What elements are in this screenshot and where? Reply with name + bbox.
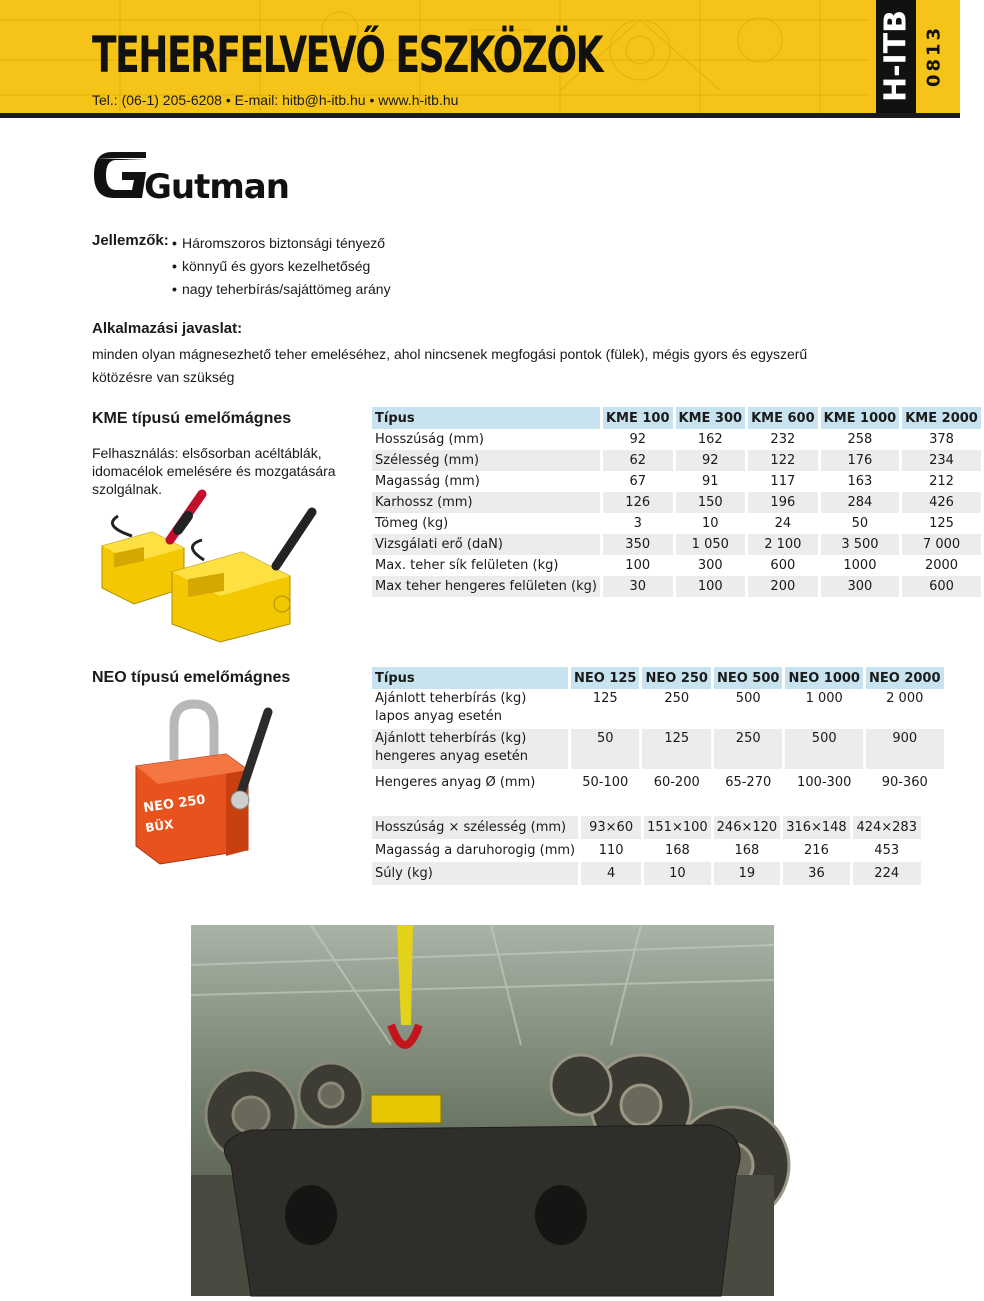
kme-cell: 92 xyxy=(676,450,746,471)
neo-cell: 900 xyxy=(866,729,944,769)
neo-col-type: Típus xyxy=(372,667,568,689)
neo-table-row xyxy=(372,689,944,729)
kme-cell: 200 xyxy=(748,576,818,597)
neo-dimension-cell: 424×283 xyxy=(853,816,921,839)
brand-name: H-ITB xyxy=(878,9,914,103)
kme-cell: 122 xyxy=(748,450,818,471)
neo-dimension-cell: 216 xyxy=(804,843,829,858)
kme-magnet-large xyxy=(172,512,312,642)
neo-dimension-label: Magasság a daruhorogig (mm) xyxy=(375,843,576,858)
neo-dimension-cell: 168 xyxy=(734,843,760,858)
kme-cell: 162 xyxy=(697,432,723,447)
kme-cell: 350 xyxy=(603,534,673,555)
neo-dimension-row xyxy=(372,816,921,839)
neo-dimension-label: Súly (kg) xyxy=(372,862,578,885)
logo-text: Gutman xyxy=(144,167,289,207)
neo-dimension-cell: 19 xyxy=(714,862,781,885)
kme-cell: 212 xyxy=(929,474,954,489)
neo-dimension-cell: 151×100 xyxy=(644,816,711,839)
neo-dimension-cell: 4 xyxy=(581,862,641,885)
neo-dimension-cell: 168 xyxy=(664,843,690,858)
lifting-magnet xyxy=(371,1095,441,1123)
kme-cell: 30 xyxy=(603,576,673,597)
kme-table-row xyxy=(372,492,981,513)
neo-row-label-line1: Ajánlott teherbírás (kg) xyxy=(375,731,527,746)
neo-row-label xyxy=(372,729,568,769)
kme-cell: 10 xyxy=(702,516,719,531)
kme-spec-table xyxy=(369,407,984,597)
kme-row-label: Vizsgálati erő (daN) xyxy=(372,534,600,555)
kme-cell: 284 xyxy=(821,492,900,513)
kme-cell: 3 500 xyxy=(821,534,900,555)
neo-cell: 125 xyxy=(592,691,618,706)
kme-header-row xyxy=(372,407,981,429)
gutman-logo xyxy=(92,148,289,207)
kme-row-label: Tömeg (kg) xyxy=(375,516,449,531)
kme-cell: 600 xyxy=(902,576,981,597)
kme-cell: 126 xyxy=(603,492,673,513)
kme-table-row xyxy=(372,429,981,450)
kme-cell: 300 xyxy=(697,558,723,573)
kme-row-label: Szélesség (mm) xyxy=(372,450,600,471)
features-list xyxy=(172,232,391,301)
kme-cell: 150 xyxy=(676,492,746,513)
contact-line: Tel.: (06-1) 205-6208 • E-mail: hitb@h-itb.hu • www.h-itb.hu xyxy=(92,92,459,108)
application-text: minden olyan mágnesezhető teher emeléséhez, ahol nincsenek megfogási pontok (fülek), mégis gyors és egyszerű kötözésre van szükség xyxy=(92,346,808,385)
neo-col-header: NEO 1000 xyxy=(785,667,863,689)
kme-cell: 117 xyxy=(770,474,796,489)
kme-cell: 300 xyxy=(821,576,900,597)
kme-cell: 91 xyxy=(702,474,719,489)
neo-brand-label: BÜX xyxy=(144,817,175,835)
features-label: Jellemzők: xyxy=(92,232,169,249)
neo-cell: 65-270 xyxy=(725,774,772,790)
neo-cell: 250 xyxy=(714,729,782,769)
header-band xyxy=(0,0,960,113)
neo-model-label: NEO 250 xyxy=(142,792,207,816)
header-divider xyxy=(0,113,960,118)
kme-cell: 234 xyxy=(902,450,981,471)
kme-cell: 100 xyxy=(676,576,746,597)
neo-cell: 500 xyxy=(735,691,761,706)
kme-col-header: KME 600 xyxy=(748,407,818,429)
kme-cell: 3 xyxy=(633,516,642,531)
kme-section-title: KME típusú emelőmágnes xyxy=(92,410,292,427)
neo-row-label-line2: hengeres anyag esetén xyxy=(375,749,529,764)
kme-col-header: KME 300 xyxy=(676,407,746,429)
neo-dimension-cell: 316×148 xyxy=(783,816,850,839)
neo-dimension-cell: 110 xyxy=(598,843,624,858)
neo-section-title: NEO típusú emelőmágnes xyxy=(92,669,291,686)
neo-dimension-table xyxy=(369,816,924,885)
neo-row-label-line1: Ajánlott teherbírás (kg) xyxy=(375,691,527,706)
neo-dimension-cell: 10 xyxy=(644,862,711,885)
kme-cell: 67 xyxy=(629,474,646,489)
neo-row-label-line2: lapos anyag esetén xyxy=(375,709,503,724)
neo-cell: 1 000 xyxy=(805,691,843,706)
neo-dimension-cell: 36 xyxy=(783,862,850,885)
neo-col-header: NEO 125 xyxy=(571,667,639,689)
neo-dimension-cell: 93×60 xyxy=(581,816,641,839)
kme-row-label: Magasság (mm) xyxy=(375,474,480,489)
kme-table-row xyxy=(372,513,981,534)
feature-item: • nagy teherbírás/sajáttömeg arány xyxy=(172,278,391,301)
kme-col-header: KME 1000 xyxy=(821,407,900,429)
kme-cell: 232 xyxy=(770,432,796,447)
workshop-photo xyxy=(191,925,774,1296)
neo-cell: 50 xyxy=(571,729,639,769)
neo-dimension-cell: 453 xyxy=(874,843,900,858)
kme-cell: 196 xyxy=(748,492,818,513)
neo-dimension-cell: 224 xyxy=(853,862,921,885)
kme-cell: 125 xyxy=(929,516,954,531)
neo-cell: 2 000 xyxy=(886,691,924,706)
neo-spec-table xyxy=(369,667,947,795)
neo-col-header: NEO 2000 xyxy=(866,667,944,689)
neo-row-label xyxy=(372,769,568,795)
kme-table-row xyxy=(372,450,981,471)
kme-cell: 100 xyxy=(625,558,651,573)
kme-cell: 2000 xyxy=(924,558,959,573)
kme-row-label: Hosszúság (mm) xyxy=(375,432,484,447)
application-title: Alkalmazási javaslat: xyxy=(92,320,243,337)
kme-cell: 62 xyxy=(603,450,673,471)
neo-table-row xyxy=(372,769,944,795)
kme-table-row xyxy=(372,576,981,597)
neo-dimension-row xyxy=(372,839,921,862)
neo-table-row xyxy=(372,729,944,769)
kme-cell: 1 050 xyxy=(676,534,746,555)
kme-row-label: Karhossz (mm) xyxy=(372,492,600,513)
kme-table-row xyxy=(372,534,981,555)
kme-table-row xyxy=(372,471,981,492)
neo-cell: 60-200 xyxy=(653,774,700,790)
neo-col-header: NEO 250 xyxy=(642,667,710,689)
kme-cell: 24 xyxy=(774,516,792,531)
neo-header-row xyxy=(372,667,944,689)
neo-cell: 100-300 xyxy=(797,774,852,790)
neo-row-label xyxy=(372,689,568,729)
kme-cell: 258 xyxy=(847,432,873,447)
kme-cell: 426 xyxy=(902,492,981,513)
neo-row-label-line1: Hengeres anyag Ø (mm) xyxy=(375,774,536,790)
kme-cell: 378 xyxy=(929,432,954,447)
kme-cell: 2 100 xyxy=(748,534,818,555)
kme-cell: 7 000 xyxy=(902,534,981,555)
kme-magnet-illustration xyxy=(92,496,332,644)
feature-item: • könnyű és gyors kezelhetőség xyxy=(172,255,391,278)
neo-cell: 500 xyxy=(785,729,863,769)
neo-col-header: NEO 500 xyxy=(714,667,782,689)
neo-magnet-illustration xyxy=(130,700,290,870)
kme-cell: 92 xyxy=(629,432,646,447)
feature-item: • Háromszoros biztonsági tényező xyxy=(172,232,391,255)
neo-cell: 250 xyxy=(664,691,690,706)
kme-cell: 1000 xyxy=(843,558,877,573)
kme-row-label: Max. teher sík felületen (kg) xyxy=(375,558,559,573)
neo-dimension-cell: 246×120 xyxy=(714,816,781,839)
kme-col-header: KME 100 xyxy=(603,407,673,429)
neo-cell: 50-100 xyxy=(582,774,629,790)
kme-cell: 50 xyxy=(851,516,869,531)
page-code: 0813 xyxy=(923,24,945,88)
kme-cell: 163 xyxy=(847,474,873,489)
kme-cell: 600 xyxy=(770,558,796,573)
kme-col-type: Típus xyxy=(372,407,600,429)
kme-col-header: KME 2000 xyxy=(902,407,981,429)
neo-dimension-label: Hosszúság × szélesség (mm) xyxy=(372,816,578,839)
kme-description: Felhasználás: elsősorban acéltáblák, idomacélok emelésére és mozgatására szolgálnak. xyxy=(92,445,336,497)
neo-dimension-row xyxy=(372,862,921,885)
kme-row-label: Max teher hengeres felületen (kg) xyxy=(372,576,600,597)
page-title: TEHERFELVEVŐ ESZKÖZÖK xyxy=(92,26,603,84)
kme-table-row xyxy=(372,555,981,576)
kme-cell: 176 xyxy=(821,450,900,471)
neo-cell: 90-360 xyxy=(881,774,928,790)
neo-cell: 125 xyxy=(642,729,710,769)
